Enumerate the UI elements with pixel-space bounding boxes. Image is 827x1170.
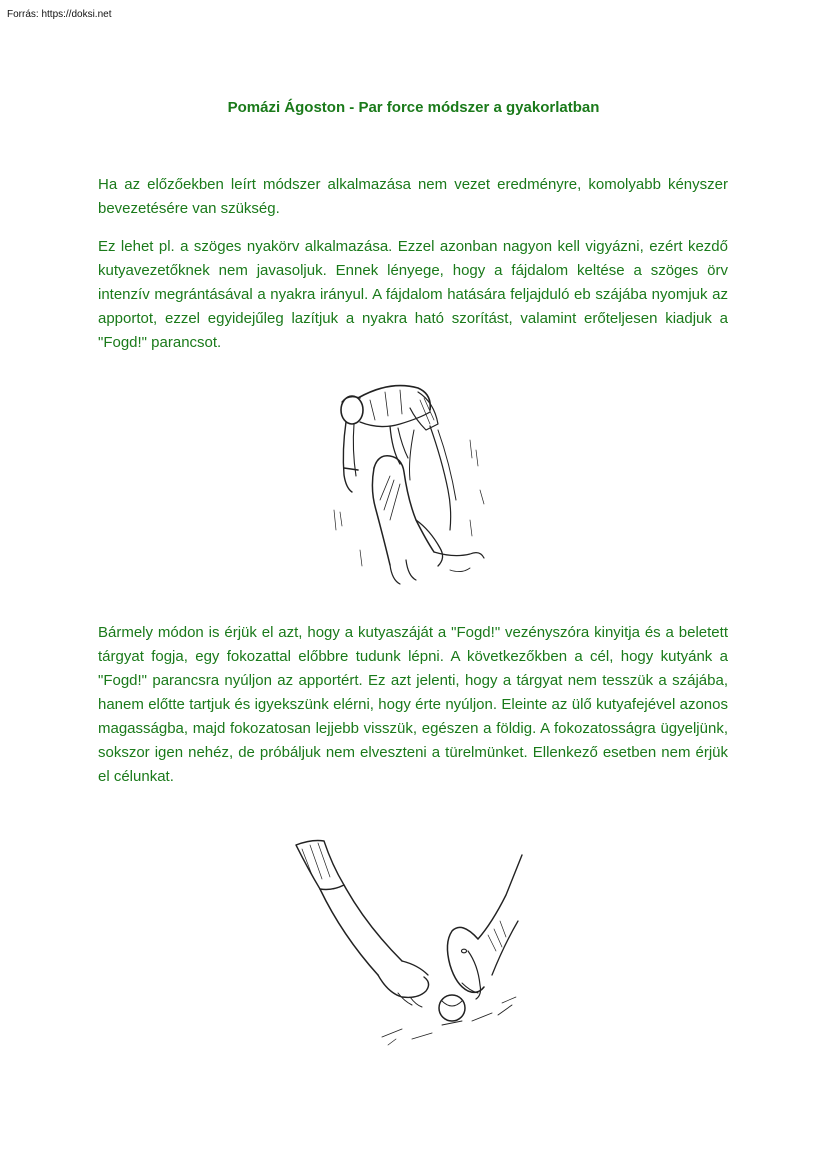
illustration-hand-and-dog xyxy=(292,825,532,1055)
illustration-man-forcing-dog xyxy=(330,380,495,595)
paragraph-3: Bármely módon is érjük el azt, hogy a kutyaszáját a "Fogd!" vezényszóra kinyitja és a beletett tárgyat fogja, egy fokozattal előbbre tudunk lépni. A következőkben a cél, hogy kutyánk a "Fogd!" parancsra nyúljon az apportért. Ez azt jelenti, hogy a tárgyat nem tesszük a szájába, hanem előtte tartjuk és igyekszünk elérni, hogy érte nyúljon. Eleinte az ülő kutyafejével azonos magasságba, majd fokozatosan lejjebb visszük, egészen a földig. A fokozatosságra ügyeljünk, sokszor igen nehéz, de próbáljuk nem elveszteni a türelmünket. Ellenkező esetben nem érjük el célunkat. xyxy=(98,624,728,785)
paragraph-2: Ez lehet pl. a szöges nyakörv alkalmazása. Ezzel azonban nagyon kell vigyázni, ezért kezdő kutyavezetőknek nem javasoljuk. Ennek lényege, hogy a fájdalom keltése a szöges örv intenzív megrántásával a nyakra irányul. A fájdalom hatására feljajduló eb szájába nyomjuk az apportot, ezzel egyidejűleg lazítjuk a nyakra ható szorítást, valamint erőteljesen kiadjuk a "Fogd!" parancsot. xyxy=(98,238,728,351)
man-with-dog-sketch xyxy=(330,380,495,595)
hand-ball-dog-sketch xyxy=(292,825,532,1055)
source-label[interactable]: Forrás: https://doksi.net xyxy=(7,9,112,20)
document-title: Pomázi Ágoston - Par force módszer a gyakorlatban xyxy=(227,99,600,116)
paragraph-1: Ha az előzőekben leírt módszer alkalmazása nem vezet eredményre, komolyabb kényszer bevezetésére van szükség. xyxy=(98,176,728,217)
